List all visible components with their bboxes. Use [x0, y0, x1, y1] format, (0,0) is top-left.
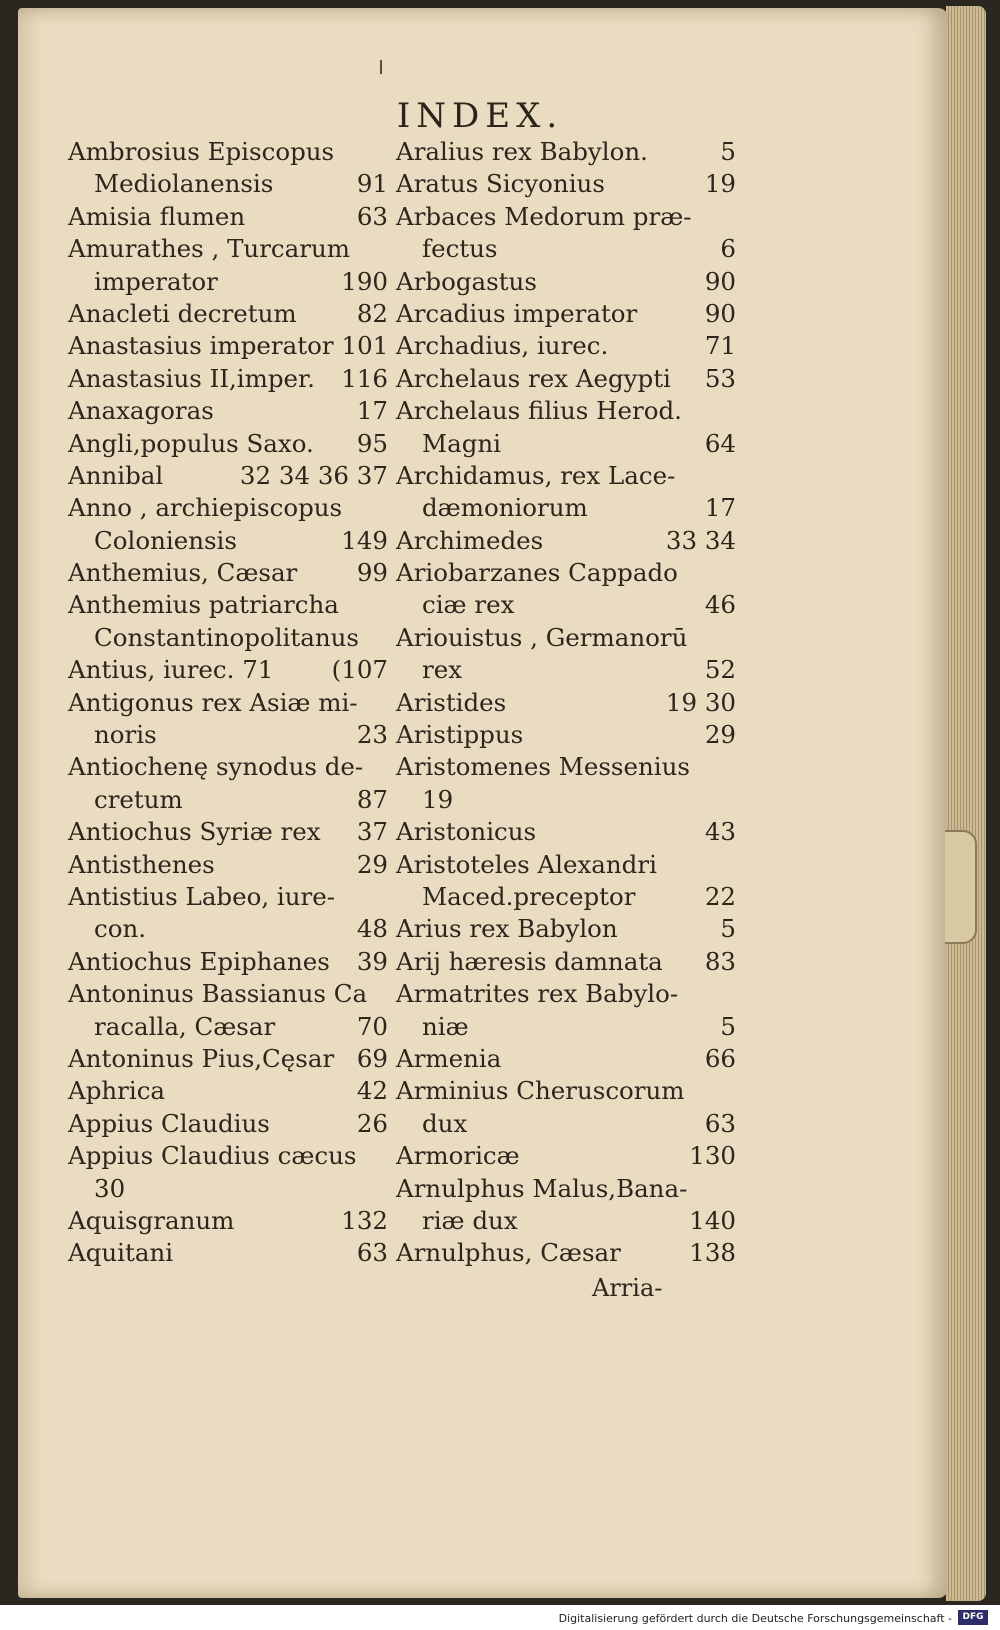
index-term: Aristomenes Messenius	[396, 752, 690, 782]
index-term: Appius Claudius cæcus	[68, 1141, 357, 1171]
index-term: Armenia	[396, 1043, 502, 1073]
index-entry	[68, 751, 388, 783]
page-reference: 6	[720, 234, 736, 264]
dfg-logo: DFG	[958, 1610, 988, 1625]
page-title: INDEX.	[396, 96, 564, 136]
page-reference: 37	[356, 817, 388, 847]
index-entry	[68, 719, 388, 751]
page-reference: 101	[341, 331, 389, 361]
index-term: Aquitani	[68, 1238, 174, 1268]
index-entry	[68, 946, 388, 978]
index-term: Archimedes	[396, 525, 544, 555]
index-entry	[396, 298, 736, 330]
page-reference: 52	[704, 655, 736, 685]
index-term: Annibal	[68, 460, 164, 490]
index-term: Appius Claudius	[68, 1108, 270, 1138]
index-term: Anaxagoras	[68, 396, 214, 426]
page-reference: 19	[704, 169, 736, 199]
index-term: Antiochus Syriæ rex	[68, 817, 321, 847]
index-term: Arnulphus Malus,Bana-	[396, 1173, 688, 1203]
index-entry	[396, 460, 736, 492]
index-term: Archelaus rex Aegypti	[396, 363, 671, 393]
page-reference: 95	[356, 428, 388, 458]
index-entry	[68, 492, 388, 524]
index-term: con.	[94, 914, 147, 944]
page-reference: 90	[704, 266, 736, 296]
index-term: niæ	[422, 1011, 469, 1041]
index-entry	[396, 1011, 736, 1043]
index-entry	[68, 978, 388, 1010]
index-term: Antiochenę synodus de-	[68, 752, 364, 782]
index-entry	[396, 1173, 736, 1205]
index-entry	[396, 913, 736, 945]
index-term: Aratus Sicyonius	[396, 169, 605, 199]
page-reference: 87	[356, 784, 388, 814]
index-term: Antisthenes	[68, 849, 215, 879]
index-term: Arnulphus, Cæsar	[396, 1238, 621, 1268]
index-term: Armatrites rex Babylo-	[396, 979, 679, 1009]
index-entry	[396, 946, 736, 978]
page-reference: 90	[704, 298, 736, 328]
index-entry	[68, 201, 388, 233]
page-reference: 42	[356, 1076, 388, 1106]
index-term: Constantinopolitanus	[94, 622, 359, 652]
page-reference: 190	[341, 266, 388, 296]
page-reference: 71	[704, 331, 736, 361]
index-entry	[68, 298, 388, 330]
index-entry	[68, 1043, 388, 1075]
page-reference: 63	[356, 201, 388, 231]
index-entry	[68, 849, 388, 881]
page-reference: 29	[704, 720, 736, 750]
index-entry	[68, 881, 388, 913]
index-entry	[396, 525, 736, 557]
index-term: Magni	[422, 428, 501, 458]
index-term: Angli,populus Saxo.	[68, 428, 314, 458]
index-entry	[396, 589, 736, 621]
index-term: cretum	[94, 784, 183, 814]
index-term: imperator	[94, 266, 218, 296]
index-term: Archidamus, rex Lace-	[396, 460, 676, 490]
index-entry	[396, 1237, 736, 1269]
index-entry	[396, 687, 736, 719]
page-reference: 149	[341, 525, 388, 555]
index-entry	[396, 816, 736, 848]
index-term: Ambrosius Episcopus	[68, 137, 335, 166]
index-entry	[396, 395, 736, 427]
index-entry	[68, 1011, 388, 1043]
index-term: Arius rex Babylon	[396, 914, 618, 944]
index-entry	[68, 816, 388, 848]
page-reference: 130	[689, 1141, 736, 1171]
page-reference: 5	[720, 1011, 736, 1041]
index-term: Maced.preceptor	[422, 881, 636, 911]
page-reference: 23	[356, 720, 388, 750]
page-reference: 5	[720, 914, 736, 944]
index-entry	[396, 266, 736, 298]
index-entry	[396, 363, 736, 395]
index-entry	[396, 557, 736, 589]
index-entry	[396, 751, 736, 783]
index-entry	[396, 428, 736, 460]
index-entry	[396, 622, 736, 654]
index-entry	[68, 589, 388, 621]
page-reference: 138	[689, 1238, 736, 1268]
index-entry	[68, 1237, 388, 1269]
page-edges	[946, 6, 986, 1601]
index-term: riæ dux	[422, 1205, 518, 1235]
index-entry	[396, 654, 736, 686]
page-reference: 5	[720, 137, 736, 166]
page-reference: 140	[689, 1205, 736, 1235]
index-entry	[396, 233, 736, 265]
index-entry	[68, 1173, 388, 1205]
index-entry	[396, 1108, 736, 1140]
index-term: Amisia flumen	[68, 201, 246, 231]
index-entry	[396, 1075, 736, 1107]
index-term: 30	[94, 1173, 126, 1203]
index-entry	[68, 525, 388, 557]
page-reference: 46	[704, 590, 736, 620]
index-term: Mediolanensis	[94, 169, 274, 199]
index-entry	[68, 784, 388, 816]
index-entry	[396, 201, 736, 233]
index-term: Amurathes , Turcarum	[68, 234, 350, 264]
page-reference: 26	[356, 1108, 388, 1138]
index-entry	[68, 460, 388, 492]
index-entry	[68, 266, 388, 298]
index-term: Anastasius imperator	[68, 331, 334, 361]
index-term: Coloniensis	[94, 525, 237, 555]
index-term: Archelaus filius Herod.	[396, 396, 682, 426]
index-column-left	[68, 136, 388, 1270]
index-term: Anno , archiepiscopus	[68, 493, 343, 523]
index-entry	[396, 881, 736, 913]
index-term: Aphrica	[68, 1076, 166, 1106]
index-entry	[68, 913, 388, 945]
index-entry	[68, 330, 388, 362]
index-entry	[68, 1075, 388, 1107]
page-reference: (107	[331, 655, 388, 685]
index-term: Arcadius imperator	[396, 298, 638, 328]
footer-credit: Digitalisierung gefördert durch die Deutsche Forschungsgemeinschaft -	[558, 1612, 952, 1625]
page-reference: 63	[356, 1238, 388, 1268]
index-term: Anthemius patriarcha	[68, 590, 339, 620]
page-tab	[945, 830, 977, 944]
page-reference: 43	[704, 817, 736, 847]
index-entry	[68, 557, 388, 589]
index-term: Aristoteles Alexandri	[396, 849, 657, 879]
index-term: Aristippus	[396, 720, 524, 750]
page-reference: 17	[704, 493, 736, 523]
page-reference: 63	[704, 1108, 736, 1138]
index-term: fectus	[422, 234, 498, 264]
page-reference: 32 34 36 37	[239, 460, 388, 490]
index-term: Armoricæ	[396, 1141, 520, 1171]
index-term: Antoninus Bassianus Ca	[68, 979, 368, 1009]
index-term: Aralius rex Babylon.	[396, 137, 648, 166]
page-mark	[380, 60, 382, 74]
index-entry	[68, 136, 388, 168]
page-reference: 17	[356, 396, 388, 426]
index-term: Ariouistus , Germanorū	[396, 622, 688, 652]
index-term: Ariobarzanes Cappado	[396, 558, 678, 588]
page-reference: 53	[704, 363, 736, 393]
index-term: Anthemius, Cæsar	[68, 558, 298, 588]
page-reference: 19 30	[665, 687, 736, 717]
page-reference: 91	[356, 169, 388, 199]
index-term: Arij hæresis damnata	[396, 946, 663, 976]
index-entry	[396, 719, 736, 751]
index-entry	[396, 136, 736, 168]
index-entry	[396, 1140, 736, 1172]
index-entry	[68, 654, 388, 686]
page-reference: 64	[704, 428, 736, 458]
index-term: rex	[422, 655, 463, 685]
index-term: Aquisgranum	[68, 1205, 235, 1235]
index-entry	[396, 1205, 736, 1237]
index-term: Aristides	[396, 687, 507, 717]
page-reference: 66	[704, 1043, 736, 1073]
page-reference: 29	[356, 849, 388, 879]
index-term: Antiochus Epiphanes	[68, 946, 330, 976]
page-reference: 132	[341, 1205, 388, 1235]
page-reference: 33 34	[665, 525, 736, 555]
index-term: noris	[94, 720, 157, 750]
page-reference: 99	[356, 558, 388, 588]
index-term: Anacleti decretum	[68, 298, 297, 328]
page-reference: 39	[356, 946, 388, 976]
page-reference: 69	[356, 1043, 388, 1073]
index-entry	[68, 233, 388, 265]
index-entry	[396, 330, 736, 362]
index-entry	[396, 849, 736, 881]
index-entry	[68, 1108, 388, 1140]
index-term: Aristonicus	[396, 817, 537, 847]
index-term: ciæ rex	[422, 590, 515, 620]
index-entry	[396, 784, 736, 816]
index-term: Anastasius II,imper.	[68, 363, 315, 393]
index-term: Antigonus rex Asiæ mi-	[68, 687, 358, 717]
index-entry	[396, 492, 736, 524]
index-column-right	[396, 136, 736, 1270]
index-term: Arbogastus	[396, 266, 537, 296]
index-entry	[68, 1140, 388, 1172]
index-entry	[396, 1043, 736, 1075]
index-term: dux	[422, 1108, 468, 1138]
index-term: racalla, Cæsar	[94, 1011, 276, 1041]
index-term: 19	[422, 784, 454, 814]
footer	[0, 1605, 1000, 1630]
catchword: Arria-	[592, 1274, 663, 1302]
index-entry	[396, 978, 736, 1010]
index-term: Archadius, iurec.	[396, 331, 609, 361]
index-term: dæmoniorum	[422, 493, 588, 523]
index-entry	[68, 395, 388, 427]
page-reference: 116	[341, 363, 388, 393]
index-entry	[68, 363, 388, 395]
index-term: Arminius Cheruscorum	[396, 1076, 685, 1106]
index-term: Antistius Labeo, iure-	[68, 881, 336, 911]
page-reference: 83	[704, 946, 736, 976]
index-entry	[68, 168, 388, 200]
index-entry	[68, 687, 388, 719]
page-reference: 48	[356, 914, 388, 944]
page-reference: 22	[704, 881, 736, 911]
page-reference: 70	[356, 1011, 388, 1041]
index-term: Antius, iurec. 71	[68, 655, 274, 685]
index-entry	[68, 428, 388, 460]
index-entry	[68, 622, 388, 654]
page-reference: 82	[356, 298, 388, 328]
index-term: Arbaces Medorum præ-	[396, 201, 692, 231]
index-entry	[68, 1205, 388, 1237]
index-entry	[396, 168, 736, 200]
index-term: Antoninus Pius,Cęsar	[68, 1043, 335, 1073]
